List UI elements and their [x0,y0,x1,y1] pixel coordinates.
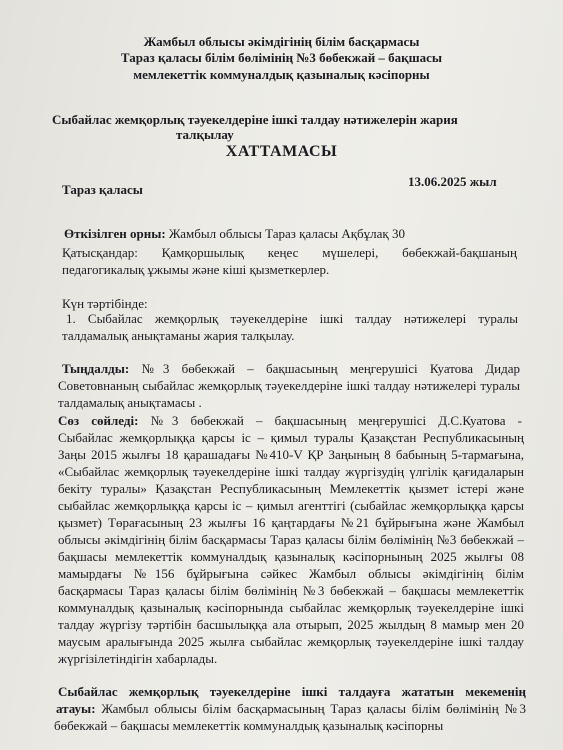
speech-line: талдау жүргізу тәртібін басшылыққа ала отырып, 2025 жылдың 8 мамыр мен 20 [58,617,524,632]
org-name-line-2 [56,701,526,716]
speech-line: облысы әкімдігінің білім басқармасы Тараз қаласы білім бөлімінің №3 бөбекжай – [58,532,524,547]
speech-line: Сыбайлас жемқорлыққа қарсы іс – қимыл туралы Қазақстан Республикасының [58,430,524,445]
agenda-line-2: талдамалық анықтаманы жария талқылау. [62,328,295,343]
speech-line: Заңы 2015 жылғы 18 қарашадағы №410-V ҚР Заңының 8 бабының 5-тармағына, [58,447,524,462]
speech-label: Сөз сөйледі: [58,413,139,428]
speech-line: жүргізілетіндігін хабарлады. [58,651,218,666]
date: 13.06.2025 жыл [408,174,497,189]
speech-line: қызмет) Төрағасының 23 жылғы 16 қаңтардағы №21 бұйрығына және Жамбыл [58,515,524,530]
participants-line-1: Қатысқандар: Қамқоршылық кеңес мүшелері, бөбекжай-бақшаның [62,245,517,260]
listened-text: №3 бөбекжай – бақшасының меңгерушісі Куатова Дидар [129,361,520,376]
agenda-heading: Күн тәртібінде: [62,296,148,311]
agenda-line-1: 1. Сыбайлас жемқорлық тәуекелдеріне ішкі талдау нәтижелері туралы [66,311,518,326]
participants-line-2: педагогикалық ұжымы және кіші қызметкерлер. [62,262,330,277]
org-name-line-3: бөбекжай – бақшасы мемлекеттік коммуналдық қазыналық кәсіпорны [54,718,444,733]
speech-line-1 [58,413,522,428]
speech-line: басқармасы Тараз қаласы білім бөлімінің №3 бөбекжай – бақшасы мемлекеттік [58,583,524,598]
subject-line-1: Сыбайлас жемқорлық тәуекелдеріне ішкі талдау нәтижелерін жария [52,112,458,127]
place: Тараз қаласы [62,182,143,197]
speech-line: маусым аралығында 2025 жылға сыбайлас жемқорлық тәуекелдеріне ішкі талдау [58,634,524,649]
speech-line: бақшасы мемлекеттік коммуналдық қазыналық кәсіпорнының 2025 жылғы 08 [58,549,524,564]
venue [64,226,405,241]
listened-line-3: талдамалық анықтамасы . [58,395,202,410]
speech-line: сыбайлас жемқорлыққа қарсы іс – қимыл агенттігі (сыбайлас жемқорлыққа қарсы [58,498,524,513]
speech-line: бекіту туралы» Қазақстан Республикасының Мемлекеттік қызмет істері және [58,481,524,496]
speech-text: №3 бөбекжай – бақшасының меңгерушісі Д.С.Куатова - [138,413,522,428]
venue-value: Жамбыл облысы Тараз қаласы Ақбұлақ 30 [165,226,405,241]
listened-line-2: Советовнаның сыбайлас жемқорлық тәуекелдеріне ішкі талдау нәтижелері туралы [58,378,520,393]
org-name-label-line-1: Сыбайлас жемқорлық тәуекелдеріне ішкі талдауға жататын мекеменің [58,684,526,699]
header-line-1: Жамбыл облысы әкімдігінің білім басқармасы [143,34,420,49]
speech-line: «Сыбайлас жемқорлық тәуекелдеріне ішкі талдау жүргізудің үлгілік қағидаларын [58,464,524,479]
header-line-3: мемлекеттік коммуналдық қазыналық кәсіпорны [133,67,430,82]
speech-line: мамырдағы №156 бұйрығына сәйкес Жамбыл облысы әкімдігінің білім [58,566,524,581]
listened-line-1 [62,361,520,376]
document-title: ХАТТАМАСЫ [225,143,338,160]
org-name-label-2: атауы: [56,701,96,716]
subject-line-2: талқылау [176,127,234,142]
header-line-2: Тараз қаласы білім бөлімінің №3 бөбекжай – бақшасы [120,50,443,65]
org-name-text: Жамбыл облысы білім басқармасының Тараз қаласы білім бөлімінің №3 [95,701,526,716]
listened-label: Тыңдалды: [62,361,130,376]
speech-line: коммуналдық қазыналық кәсіпорнында сыбайлас жемқорлық тәуекелдеріне ішкі [58,600,524,615]
venue-label: Өткізілген орны: [64,226,166,241]
